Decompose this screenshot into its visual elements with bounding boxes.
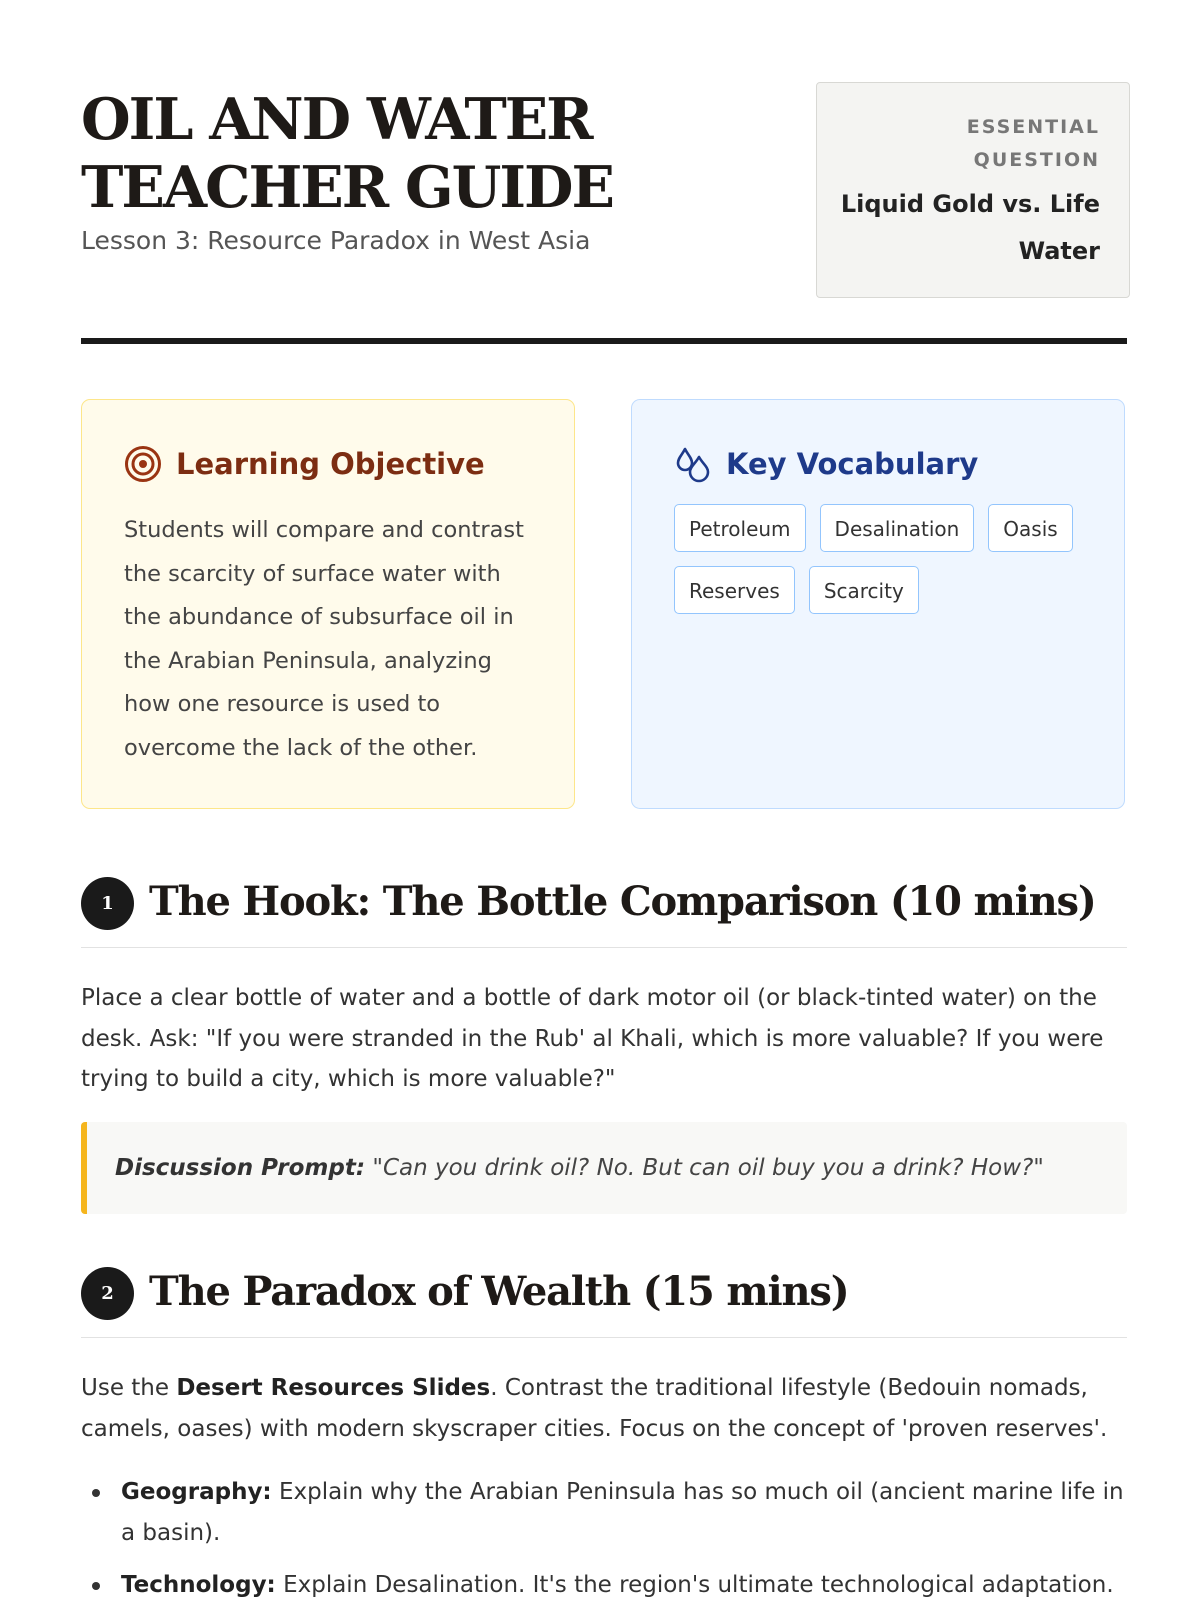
section-2-header	[81, 1267, 1127, 1338]
section-2-title: The Paradox of Wealth (15 mins)	[149, 1268, 849, 1315]
essential-question-label	[817, 111, 1100, 177]
learning-objective-header	[124, 442, 534, 486]
vocab-tag-scarcity: Scarcity	[809, 566, 919, 614]
section-2-body	[81, 1368, 1127, 1449]
discussion-prompt-text: "Can you drink oil? No. But can oil buy you a drink? How?"	[372, 1155, 1044, 1181]
essential-question-box	[816, 82, 1130, 298]
title-line-1: OIL AND WATER	[81, 86, 592, 153]
bullet-geography	[81, 1472, 1127, 1553]
lesson-subtitle: Lesson 3: Resource Paradox in West Asia	[81, 226, 591, 255]
step-badge-2: 2	[81, 1267, 134, 1320]
section-1-body: Place a clear bottle of water and a bottle of dark motor oil (or black-tinted water) on the desk. Ask: "If you were stranded in the Rub' al Khali, which is more valuable? If you were trying to build a city, which is more valuable?"	[81, 985, 1104, 1092]
vocab-tag-oasis: Oasis	[988, 504, 1072, 552]
discussion-prompt-label: Discussion Prompt:	[115, 1155, 366, 1181]
essential-question-text	[817, 181, 1100, 275]
vocab-tag-reserves: Reserves	[674, 566, 795, 614]
essential-question-label-line-1: ESSENTIAL	[966, 116, 1100, 138]
key-vocabulary-header	[674, 442, 1084, 486]
section-2-body-suffix: . Contrast the traditional lifestyle (Bedouin nomads, camels, oases) with modern skyscraper cities. Focus on the concept of 'proven reserves'.	[81, 1375, 1108, 1442]
essential-question-label-line-2: QUESTION	[973, 149, 1100, 171]
discussion-prompt-callout	[81, 1122, 1127, 1214]
learning-objective-text: Students will compare and contrast the scarcity of surface water with the abundance of subsurface oil in the Arabian Peninsula, analyzing how one resource is used to overcome the lack of the other.	[124, 517, 524, 761]
learning-objective-card	[81, 399, 575, 809]
vocab-tag-desalination: Desalination	[820, 504, 975, 552]
essential-question-text-line-2: Water	[1018, 237, 1100, 265]
learning-objective-title: Learning Objective	[176, 447, 485, 481]
key-vocabulary-card	[631, 399, 1125, 809]
droplets-icon	[674, 445, 712, 483]
section-1-header	[81, 877, 1127, 948]
header-divider	[81, 338, 1127, 344]
essential-question-text-line-1: Liquid Gold vs. Life	[840, 190, 1100, 218]
bullet-technology	[81, 1565, 1127, 1600]
page-title	[81, 86, 613, 222]
section-1-title: The Hook: The Bottle Comparison (10 mins)	[149, 878, 1096, 925]
vocabulary-tag-list	[674, 504, 1094, 614]
bullet-geography-text: Explain why the Arabian Peninsula has so much oil (ancient marine life in a basin).	[121, 1479, 1124, 1546]
step-badge-1: 1	[81, 877, 134, 930]
desert-resources-slides-ref: Desert Resources Slides	[176, 1375, 491, 1401]
bullet-technology-label: Technology:	[121, 1572, 276, 1598]
page-header	[81, 82, 1127, 304]
bullet-geography-label: Geography:	[121, 1479, 272, 1505]
section-2-bullet-list	[81, 1472, 1127, 1600]
vocab-tag-petroleum: Petroleum	[674, 504, 806, 552]
target-icon	[124, 445, 162, 483]
section-2-body-prefix: Use the	[81, 1375, 177, 1401]
title-line-2: TEACHER GUIDE	[81, 154, 613, 221]
bullet-technology-text: Explain Desalination. It's the region's ultimate technological adaptation.	[283, 1572, 1114, 1598]
key-vocabulary-title: Key Vocabulary	[726, 447, 979, 481]
